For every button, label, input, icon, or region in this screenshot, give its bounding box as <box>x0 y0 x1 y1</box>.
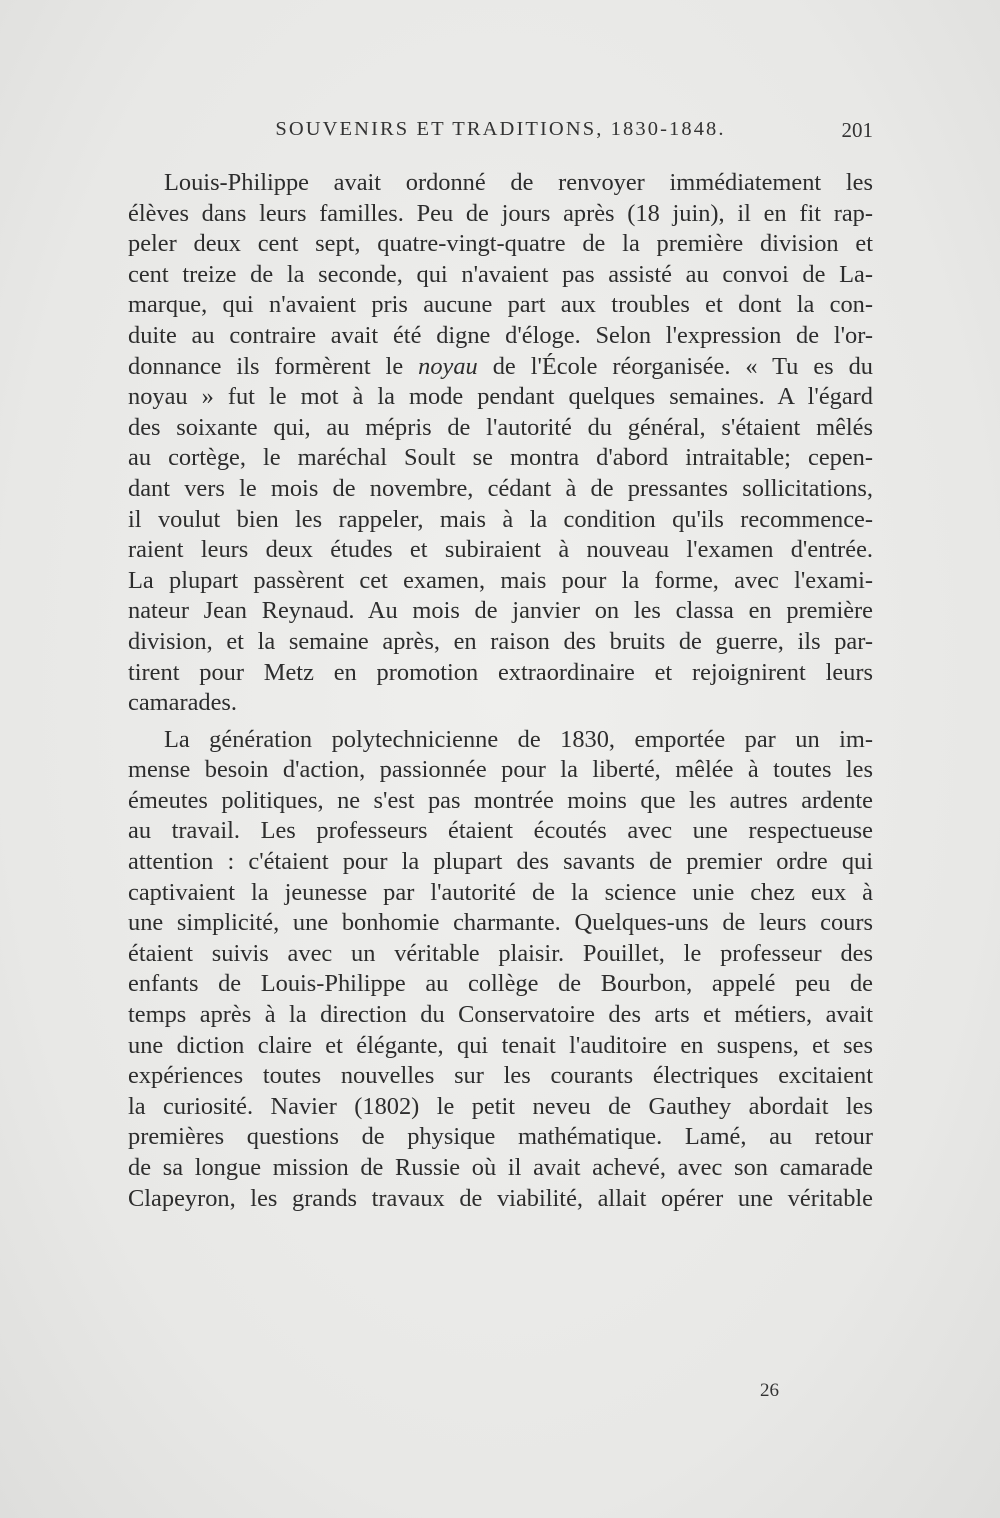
text-line: donnance ils formèrent le noyau de l'École réorganisée. « Tu es du <box>128 352 874 380</box>
text-line: Clapeyron, les grands travaux de viabilité, allait opérer une véritable <box>128 1184 873 1212</box>
paragraph-1 <box>128 168 873 719</box>
page-number: 201 <box>841 118 873 142</box>
text-line: expériences toutes nouvelles sur les courants électriques excitaient <box>128 1062 873 1090</box>
text-line: nateur Jean Reynaud. Au mois de janvier on les classa en première <box>128 597 873 625</box>
text-line: temps après à la direction du Conservatoire des arts et métiers, avait <box>128 1001 873 1029</box>
text-line: raient leurs deux études et subiraient à nouveau l'examen d'entrée. <box>128 536 873 564</box>
text-line: camarades. <box>128 689 238 717</box>
text-line: une diction claire et élégante, qui tenait l'auditoire en suspens, et ses <box>128 1031 873 1059</box>
text-line: étaient suivis avec un véritable plaisir. Pouillet, le professeur des <box>128 939 873 967</box>
text-line: division, et la semaine après, en raison des bruits de guerre, ils par- <box>128 627 873 655</box>
text-line: La génération polytechnicienne de 1830, emportée par un im- <box>164 725 873 753</box>
text-line: premières questions de physique mathématique. Lamé, au retour <box>128 1123 873 1151</box>
text-line: La plupart passèrent cet examen, mais pour la forme, avec l'exami- <box>128 566 873 594</box>
text-line: dant vers le mois de novembre, cédant à de pressantes sollicitations, <box>128 474 873 502</box>
text-line: émeutes politiques, ne s'est pas montrée moins que les autres ardente <box>128 786 873 814</box>
text-line: cent treize de la seconde, qui n'avaient pas assisté au convoi de La- <box>128 260 873 288</box>
text-line: attention : c'étaient pour la plupart des savants de premier ordre qui <box>128 848 873 876</box>
text-line: noyau » fut le mot à la mode pendant quelques semaines. A l'égard <box>128 383 873 411</box>
body-text <box>128 168 873 1214</box>
text-line: une simplicité, une bonhomie charmante. Quelques-uns de leurs cours <box>128 909 873 937</box>
text-line: marque, qui n'avaient pris aucune part aux troubles et dont la con- <box>128 291 873 319</box>
text-line: Louis-Philippe avait ordonné de renvoyer immédiatement les <box>164 169 873 196</box>
text-line: enfants de Louis-Philippe au collège de Bourbon, appelé peu de <box>128 970 873 998</box>
text-line: peler deux cent sept, quatre-vingt-quatre de la première division et <box>128 230 873 258</box>
text-line: des soixante qui, au mépris de l'autorité du général, s'étaient mêlés <box>128 413 873 441</box>
paragraph-2 <box>128 725 873 1215</box>
text-line: il voulut bien les rappeler, mais à la condition qu'ils recommence- <box>128 505 873 533</box>
text-line: mense besoin d'action, passionnée pour la liberté, mêlée à toutes les <box>128 756 873 784</box>
text-line: duite au contraire avait été digne d'éloge. Selon l'expression de l'or- <box>128 321 873 349</box>
text-line: élèves dans leurs familles. Peu de jours après (18 juin), il en fit rap- <box>128 199 873 227</box>
text-line: au travail. Les professeurs étaient écoutés avec une respectueuse <box>128 817 873 845</box>
text-line: captivaient la jeunesse par l'autorité de la science unie chez eux à <box>128 878 873 906</box>
text-line: au cortège, le maréchal Soult se montra d'abord intraitable; cepen- <box>128 444 873 472</box>
text-line: la curiosité. Navier (1802) le petit neveu de Gauthey abordait les <box>128 1092 873 1120</box>
text-line: tirent pour Metz en promotion extraordinaire et rejoignirent leurs <box>128 658 873 686</box>
running-title: SOUVENIRS ET TRADITIONS, 1830-1848. <box>275 118 726 140</box>
page-header <box>128 118 873 152</box>
text-line: de sa longue mission de Russie où il avait achevé, avec son camarade <box>128 1154 873 1181</box>
signature-mark: 26 <box>760 1380 779 1401</box>
